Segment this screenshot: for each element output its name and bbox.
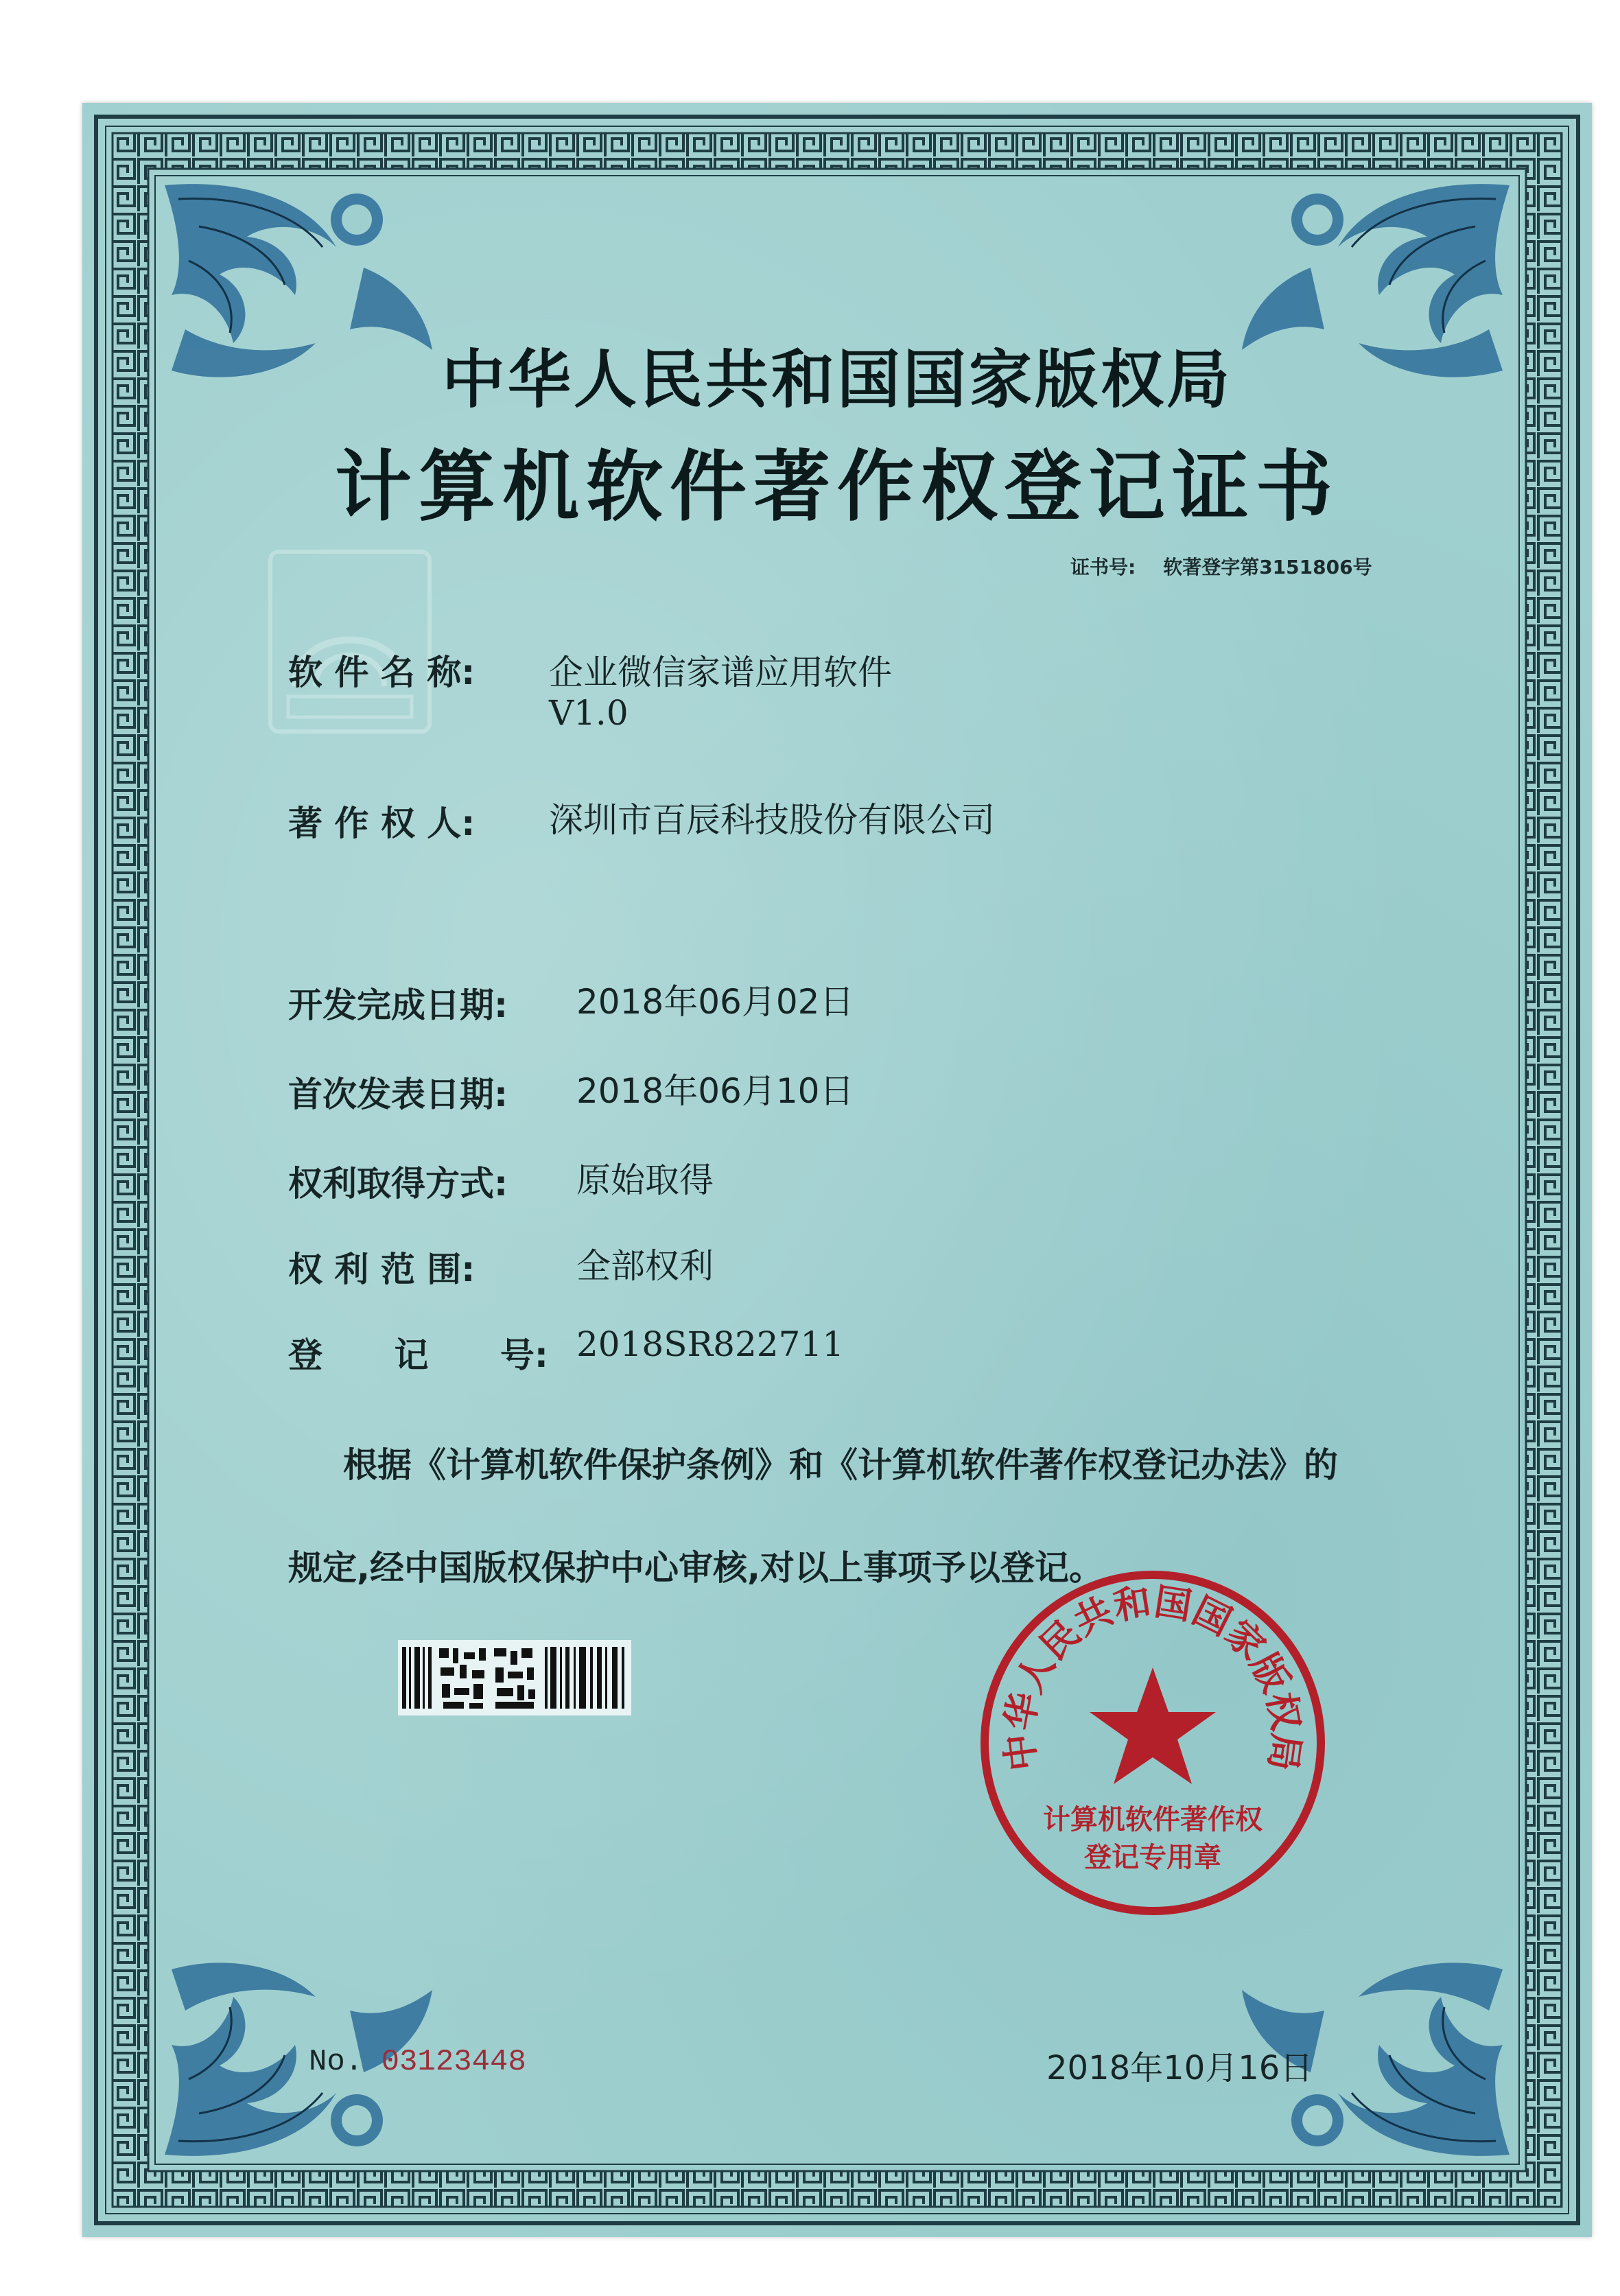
serial-number-value: 03123448 xyxy=(381,2045,526,2079)
dev-completion-label: 开发完成日期: xyxy=(288,985,508,1025)
first-publication-date: 2018年06月10日 xyxy=(576,1071,854,1111)
certificate-title: 计算机软件著作权登记证书 xyxy=(335,443,1339,532)
software-name-label: 软 件 名 称: xyxy=(288,653,476,692)
software-name-value: 企业微信家谱应用软件 xyxy=(549,653,892,692)
star-icon xyxy=(1090,1667,1216,1784)
registration-number-value: 2018SR822711 xyxy=(576,1324,845,1364)
issuing-authority-title: 中华人民共和国国家版权局 xyxy=(441,343,1232,417)
serial-number xyxy=(309,2045,526,2079)
seal-ring-text: 中华人民共和国国家版权局 xyxy=(997,1580,1308,1774)
acquisition-method-value: 原始取得 xyxy=(576,1160,714,1200)
statement-line-2: 规定,经中国版权保护中心审核,对以上事项予以登记。 xyxy=(288,1548,1103,1588)
statement-line-1: 根据《计算机软件保护条例》和《计算机软件著作权登记办法》的 xyxy=(343,1445,1338,1485)
acquisition-method-label: 权利取得方式: xyxy=(288,1164,508,1204)
dev-completion-date: 2018年06月02日 xyxy=(576,982,854,1022)
certificate-number xyxy=(1070,552,1372,580)
seal-inner-line-1: 计算机软件著作权 xyxy=(1043,1804,1263,1836)
certificate-paper xyxy=(82,103,1592,2237)
seal-inner-line-2: 登记专用章 xyxy=(1084,1842,1221,1873)
software-version: V1.0 xyxy=(549,693,629,733)
issue-date: 2018年10月16日 xyxy=(1046,2049,1313,2087)
copyright-owner-label: 著 作 权 人: xyxy=(288,804,476,843)
certificate-number-label: 证书号: xyxy=(1070,556,1136,578)
official-seal xyxy=(974,1565,1331,1921)
first-publication-label: 首次发表日期: xyxy=(288,1075,508,1114)
copyright-owner-value: 深圳市百辰科技股份有限公司 xyxy=(549,800,995,840)
embossed-seal xyxy=(268,549,432,734)
registration-number-label: 登 记 号: xyxy=(288,1335,548,1375)
rights-scope-value: 全部权利 xyxy=(576,1246,714,1286)
serial-prefix: No. xyxy=(309,2045,364,2079)
certificate-number-value: 软著登字第3151806号 xyxy=(1163,556,1372,578)
rights-scope-label: 权 利 范 围: xyxy=(288,1250,476,1289)
barcode xyxy=(398,1640,631,1715)
